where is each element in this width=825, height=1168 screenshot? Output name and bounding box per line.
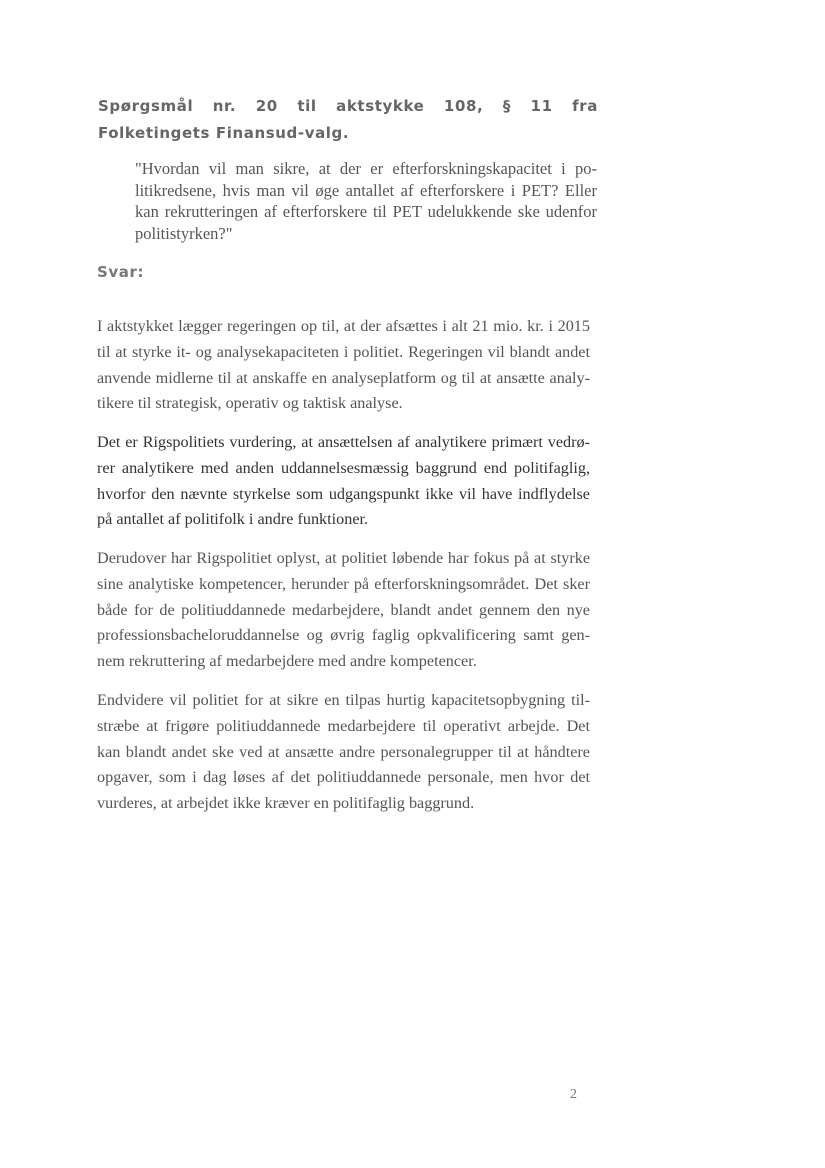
answer-paragraph-3: Derudover har Rigspolitiet oplyst, at politiet løbende har fokus på at styrke sine analytiske kompetencer, herunder på efterforskningsområdet. Det sker både for de politiuddannede medarbejdere, blandt andet gennem den nye professionsbacheloruddannelse og øvrig faglig opkvalificering samt gen-nem rekruttering af medarbejdere med andre kompetencer. <box>97 549 590 671</box>
question-quote: "Hvordan vil man sikre, at der er efterforskningskapacitet i po-litikredsene, hvis man vil øge antallet af efterforskere i PET? Eller kan rekrutteringen af efterforskere til PET udelukkende ske udenfor politistyrken?" <box>135 159 597 243</box>
answer-label: Svar: <box>97 263 145 281</box>
answer-paragraph-2: Det er Rigspolitiets vurdering, at ansættelsen af analytikere primært vedrø-rer analytikere med anden uddannelsesmæssig baggrund end politifaglig, hvorfor den nævnte styrkelse som udgangspunkt ikke vil have indflydelse på antallet af politifolk i andre funktioner. <box>97 433 590 529</box>
question-heading: Spørgsmål nr. 20 til aktstykke 108, § 11 fra Folketingets Finansud-valg. <box>98 97 598 142</box>
answer-paragraph-1: I aktstykket lægger regeringen op til, at der afsættes i alt 21 mio. kr. i 2015 til at styrke it- og analysekapaciteten i politiet. Regeringen vil blandt andet anvende midlerne til at anskaffe en analyseplatform og til at ansætte analy-tikere til strategisk, operativ og taktisk analyse. <box>97 317 590 413</box>
answer-paragraph-4: Endvidere vil politiet for at sikre en tilpas hurtig kapacitetsopbygning til-stræbe at frigøre politiuddannede medarbejdere til operativt arbejde. Det kan blandt andet ske ved at ansætte andre personalegrupper til at håndtere opgaver, som i dag løses af det politiuddannede personale, men hvor det vurderes, at arbejdet ikke kræver en politifaglig baggrund. <box>97 691 590 813</box>
page-number: 2 <box>570 1087 577 1102</box>
